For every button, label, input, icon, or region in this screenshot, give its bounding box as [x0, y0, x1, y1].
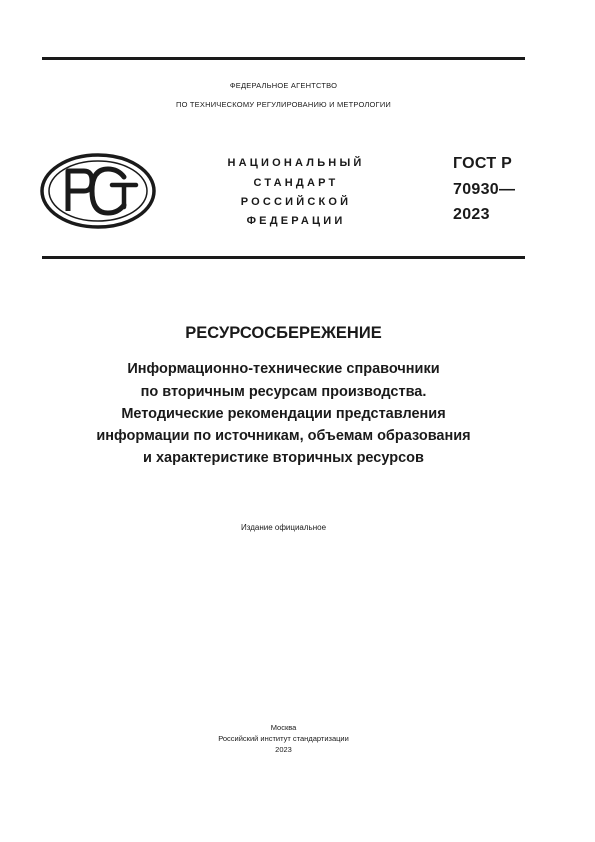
agency-name-line-1: ФЕДЕРАЛЬНОЕ АГЕНТСТВО — [229, 81, 338, 90]
standard-designation-line-2: 70930— — [453, 181, 516, 198]
standard-designation-line-3: 2023 — [453, 206, 490, 223]
subtitle-line-5: и характеристике вторичных ресурсов — [143, 450, 424, 466]
subtitle-line-4: информации по источникам, объемам образования — [96, 428, 471, 444]
top-rule — [42, 57, 525, 60]
edition-note: Издание официальное — [240, 523, 327, 532]
middle-rule — [42, 256, 525, 259]
standard-type-line-4: ФЕДЕРАЦИИ — [246, 215, 346, 227]
standard-type-line-3: РОССИЙСКОЙ — [240, 196, 352, 208]
subtitle-line-3: Методические рекомендации представления — [121, 406, 446, 422]
subtitle-line-2: по вторичным ресурсам производства. — [140, 384, 427, 400]
publisher-city: Москва — [270, 723, 297, 732]
gost-r-mark-icon — [40, 153, 156, 229]
standard-type-line-2: СТАНДАРТ — [253, 177, 339, 189]
agency-name-line-2: ПО ТЕХНИЧЕСКОМУ РЕГУЛИРОВАНИЮ И МЕТРОЛОГИИ — [175, 100, 391, 109]
publisher-institute: Российский институт стандартизации — [218, 734, 349, 743]
subtitle-line-1: Информационно-технические справочники — [127, 361, 440, 377]
publication-year: 2023 — [275, 745, 292, 754]
standard-designation-line-1: ГОСТ Р — [453, 155, 513, 172]
document-title: РЕСУРСОСБЕРЕЖЕНИЕ — [185, 324, 382, 342]
standard-type-line-1: НАЦИОНАЛЬНЫЙ — [227, 157, 365, 169]
